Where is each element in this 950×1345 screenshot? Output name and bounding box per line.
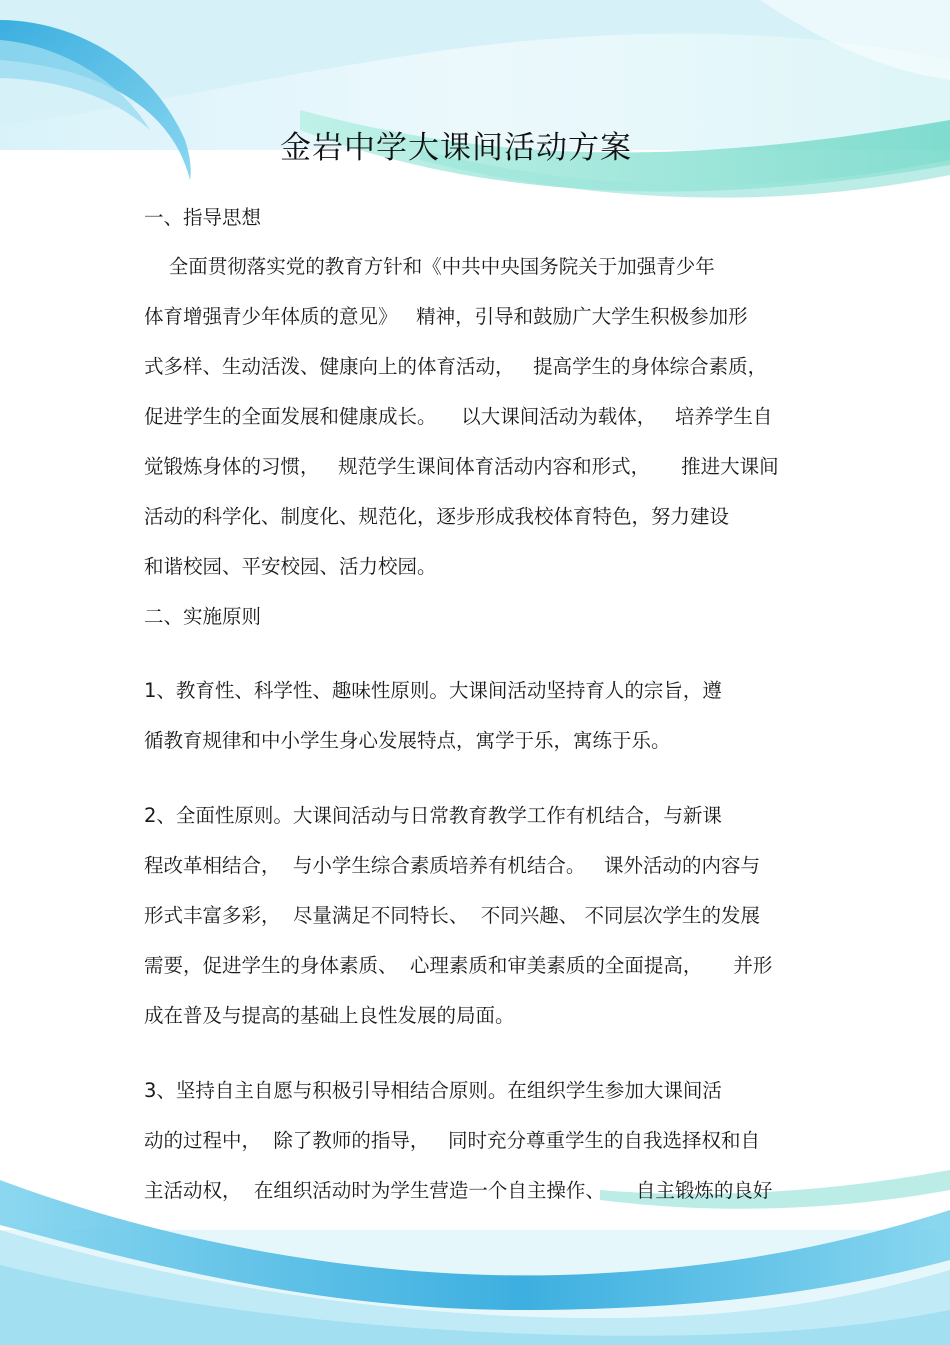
paragraph-line: 体育增强青少年体质的意见》 精神，引导和鼓励广大学生积极参加形 (144, 305, 748, 328)
document-title: 金岩中学大课间活动方案 (280, 130, 632, 166)
paragraph-line: 3、坚持自主自愿与积极引导相结合原则。在组织学生参加大课间活 (144, 1079, 722, 1102)
paragraph-line: 需要，促进学生的身体素质、 心理素质和审美素质的全面提高， 并形 (144, 954, 773, 977)
paragraph-line: 成在普及与提高的基础上良性发展的局面。 (144, 1004, 515, 1027)
paragraph-line: 促进学生的全面发展和健康成长。 以大课间活动为载体， 培养学生自 (144, 405, 773, 428)
paragraph-line: 程改革相结合， 与小学生综合素质培养有机结合。 课外活动的内容与 (144, 854, 760, 877)
top-wave-decoration (0, 0, 950, 210)
paragraph-line: 1、教育性、科学性、趣味性原则。大课间活动坚持育人的宗旨，遵 (144, 679, 722, 702)
paragraph-line: 活动的科学化、制度化、规范化，逐步形成我校体育特色，努力建设 (144, 505, 730, 528)
paragraph-line: 循教育规律和中小学生身心发展特点，寓学于乐，寓练于乐。 (144, 729, 671, 752)
paragraph-line: 2、全面性原则。大课间活动与日常教育教学工作有机结合，与新课 (144, 804, 722, 827)
section-heading-guiding-ideology: 一、指导思想 (144, 206, 262, 229)
paragraph-line: 主活动权， 在组织活动时为学生营造一个自主操作、 自主锻炼的良好 (144, 1179, 773, 1202)
paragraph-line: 式多样、生动活泼、健康向上的体育活动， 提高学生的身体综合素质， (144, 355, 768, 378)
paragraph-line: 和谐校园、平安校园、活力校园。 (144, 555, 437, 578)
paragraph-line: 觉锻炼身体的习惯， 规范学生课间体育活动内容和形式， 推进大课间 (144, 455, 779, 478)
paragraph-line: 全面贯彻落实党的教育方针和《中共中央国务院关于加强青少年 (144, 255, 715, 278)
paragraph-line: 形式丰富多彩， 尽量满足不同特长、 不同兴趣、 不同层次学生的发展 (144, 904, 760, 927)
section-heading-principles: 二、实施原则 (144, 605, 262, 628)
paragraph-line: 动的过程中， 除了教师的指导， 同时充分尊重学生的自我选择权和自 (144, 1129, 760, 1152)
